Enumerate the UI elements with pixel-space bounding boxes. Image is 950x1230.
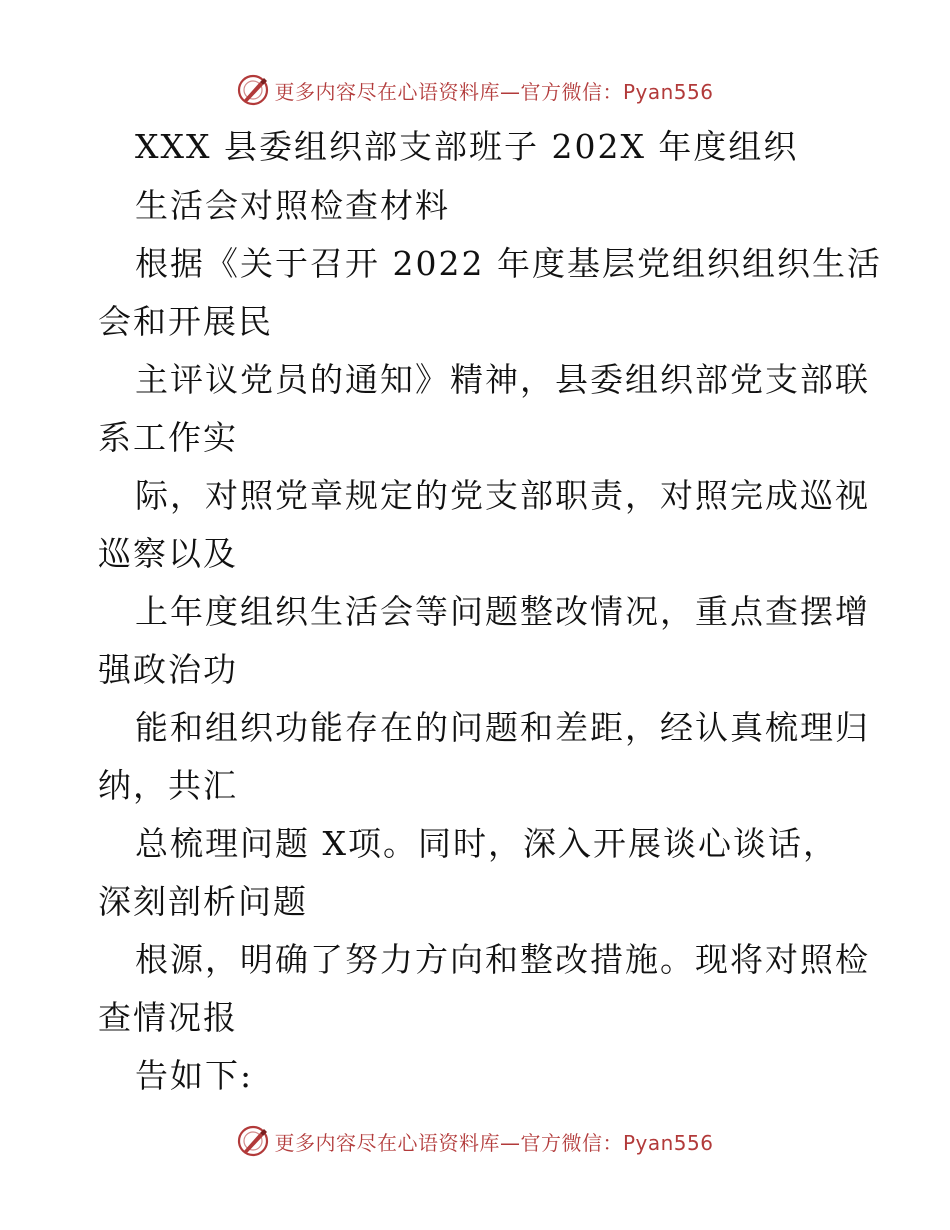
body-line: 深刻剖析问题	[98, 882, 308, 921]
body-line: 能和组织功能存在的问题和差距，经认真梳理归	[135, 708, 870, 747]
body-line: 系工作实	[98, 418, 238, 457]
body-line: 查情况报	[98, 998, 238, 1037]
body-line: 总梳理问题 X项。同时，深入开展谈心谈话，	[135, 824, 838, 863]
body-line: 根据《关于召开 2022 年度基层党组织组织生活	[135, 244, 882, 283]
body-line: 告如下:	[135, 1056, 254, 1095]
pen-seal-logo-icon	[236, 73, 270, 107]
watermark-banner-bottom	[0, 1121, 950, 1161]
body-line: 会和开展民	[98, 302, 273, 341]
watermark-banner-top	[0, 70, 950, 110]
pen-seal-logo-icon	[236, 1124, 270, 1158]
body-line: 际，对照党章规定的党支部职责，对照完成巡视	[135, 476, 870, 515]
body-line: 强政治功	[98, 650, 238, 689]
body-line: 巡察以及	[98, 534, 238, 573]
body-line: 纳，共汇	[98, 766, 238, 805]
watermark-text: 更多内容尽在心语资料库—官方微信：Pyan556	[274, 1130, 714, 1155]
document-title-line-2: 生活会对照检查材料	[135, 186, 450, 225]
watermark-text: 更多内容尽在心语资料库—官方微信：Pyan556	[274, 79, 714, 104]
body-line: 根源，明确了努力方向和整改措施。现将对照检	[135, 940, 870, 979]
body-line: 主评议党员的通知》精神，县委组织部党支部联	[135, 360, 870, 399]
body-line: 上年度组织生活会等问题整改情况，重点查摆增	[135, 592, 870, 631]
document-title-line-1: XXX 县委组织部支部班子 202X 年度组织	[135, 127, 799, 166]
